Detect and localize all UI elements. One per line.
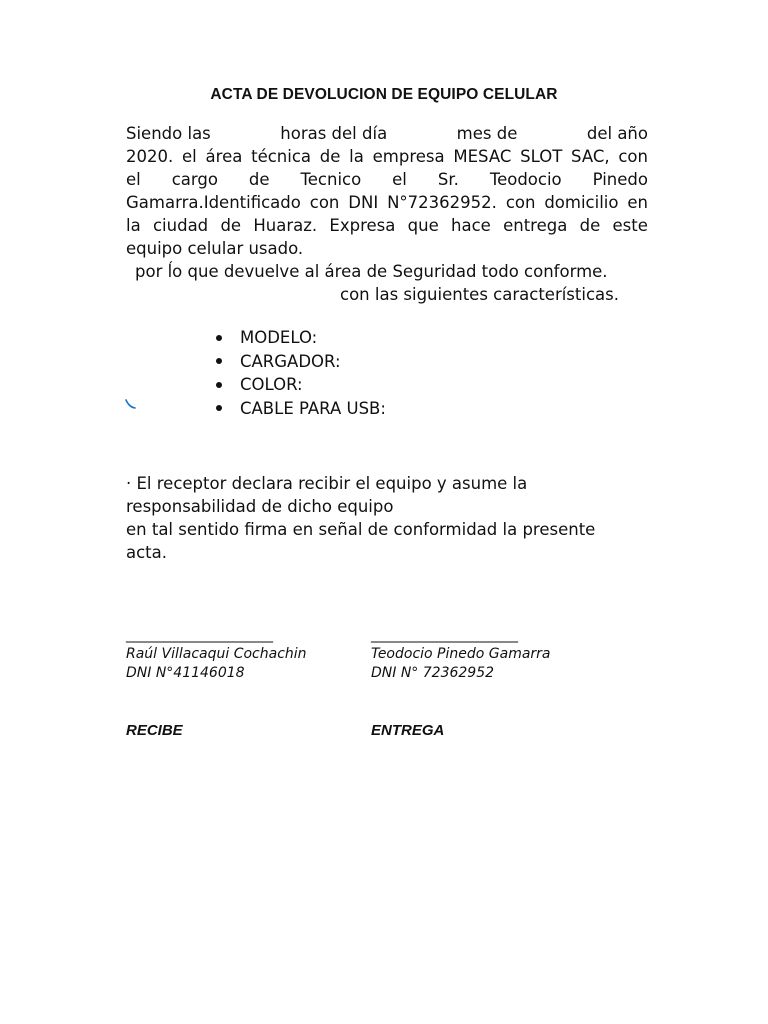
intro-line-3-word: Sr. <box>437 170 459 189</box>
list-item-label: MODELO: <box>240 328 318 347</box>
intro-line-2-word: la <box>349 147 364 166</box>
intro-line-4 <box>126 191 648 214</box>
intro-line-5-word: que <box>407 216 439 235</box>
list-item <box>214 397 386 421</box>
declaration-line-4: acta. <box>126 543 168 562</box>
pen-mark-icon <box>125 398 137 410</box>
intro-line-7: por ĺo que devuelve al área de Seguridad todo conforme. <box>135 262 608 281</box>
intro-line-4-word: N°72362952. <box>387 193 497 212</box>
intro-line-2-word: el <box>182 147 197 166</box>
signature-block-receiver <box>126 626 307 683</box>
list-item-label: CARGADOR: <box>240 351 341 371</box>
intro-line-5-word: de <box>579 216 601 235</box>
intro-line-4-word: DNI <box>348 193 379 212</box>
intro-line-2-word: empresa <box>372 147 445 166</box>
intro-paragraph <box>126 122 648 306</box>
intro-line-5 <box>126 214 648 237</box>
intro-line-4-word: domicilio <box>544 193 619 212</box>
intro-line-1-word: mes de <box>456 124 518 143</box>
document-title: ACTA DE DEVOLUCION DE EQUIPO CELULAR <box>210 86 558 103</box>
intro-line-5-word: Expresa <box>329 216 396 235</box>
intro-line-4-word: en <box>627 193 648 212</box>
list-item-label: COLOR: <box>240 375 303 394</box>
intro-line-3-word: Pinedo <box>592 170 648 189</box>
signer-name: Teodocio Pinedo Gamarra <box>371 646 551 662</box>
intro-line-4-word: con <box>505 193 536 212</box>
signer-dni: DNI N° 72362952 <box>371 665 495 681</box>
signature-line: _____________________ <box>371 627 518 643</box>
intro-line-3-word: el <box>392 170 407 189</box>
intro-line-4-word: Gamarra.Identificado <box>126 193 301 212</box>
equipment-list <box>214 326 386 420</box>
list-item <box>214 326 386 350</box>
intro-line-3-word: Teodocio <box>489 170 562 189</box>
intro-line-3-word: el <box>126 170 141 189</box>
intro-line-3 <box>126 168 648 191</box>
intro-line-5-word: Huaraz. <box>253 216 318 235</box>
intro-line-5-word: la <box>126 216 141 235</box>
intro-line-2-word: SLOT <box>520 147 563 166</box>
intro-line-1-word: horas del día <box>280 124 388 143</box>
intro-line-4-word: con <box>309 193 340 212</box>
intro-line-5-word: entrega <box>503 216 568 235</box>
role-deliverer: ENTREGA <box>371 722 445 739</box>
intro-line-2 <box>126 145 648 168</box>
intro-line-2-word: con <box>618 147 648 166</box>
declaration-paragraph <box>126 472 656 564</box>
signature-line: _____________________ <box>126 627 273 643</box>
intro-line-3-word: Tecnico <box>300 170 362 189</box>
intro-line-5-word: de <box>220 216 242 235</box>
intro-line-2-word: MESAC <box>453 147 512 166</box>
intro-line-2-word: técnica <box>251 147 312 166</box>
bullet-icon <box>216 358 222 364</box>
list-item <box>214 350 386 374</box>
intro-line-2-word: 2020. <box>126 147 174 166</box>
list-item <box>214 373 386 397</box>
intro-line-8: con las siguientes características. <box>340 285 619 304</box>
intro-line-2-word: de <box>319 147 341 166</box>
bullet-icon <box>216 405 222 411</box>
declaration-line-2: responsabilidad de dicho equipo <box>126 497 394 516</box>
intro-line-5-word: este <box>612 216 648 235</box>
intro-line-1-word: del año <box>586 124 648 143</box>
intro-line-5-word: hace <box>451 216 491 235</box>
intro-line-3-word: de <box>248 170 270 189</box>
intro-line-2-word: área <box>205 147 243 166</box>
intro-line-5-word: ciudad <box>152 216 209 235</box>
intro-line-2-word: SAC, <box>571 147 610 166</box>
bullet-icon <box>216 382 222 388</box>
signature-block-deliverer <box>371 626 551 683</box>
signer-dni: DNI N°41146018 <box>126 665 245 681</box>
bullet-icon <box>216 335 222 341</box>
role-receiver: RECIBE <box>126 722 183 739</box>
intro-line-6: equipo celular usado. <box>126 239 304 258</box>
list-item-label: CABLE PARA USB: <box>240 398 386 418</box>
intro-line-1 <box>126 122 648 145</box>
declaration-line-1: · El receptor declara recibir el equipo y asume la <box>126 474 528 493</box>
intro-line-1-word: Siendo las <box>126 124 211 143</box>
declaration-line-3: en tal sentido firma en señal de conformidad la presente <box>126 520 596 539</box>
intro-line-3-word: cargo <box>171 170 218 189</box>
signer-name: Raúl Villacaqui Cochachin <box>126 646 307 662</box>
